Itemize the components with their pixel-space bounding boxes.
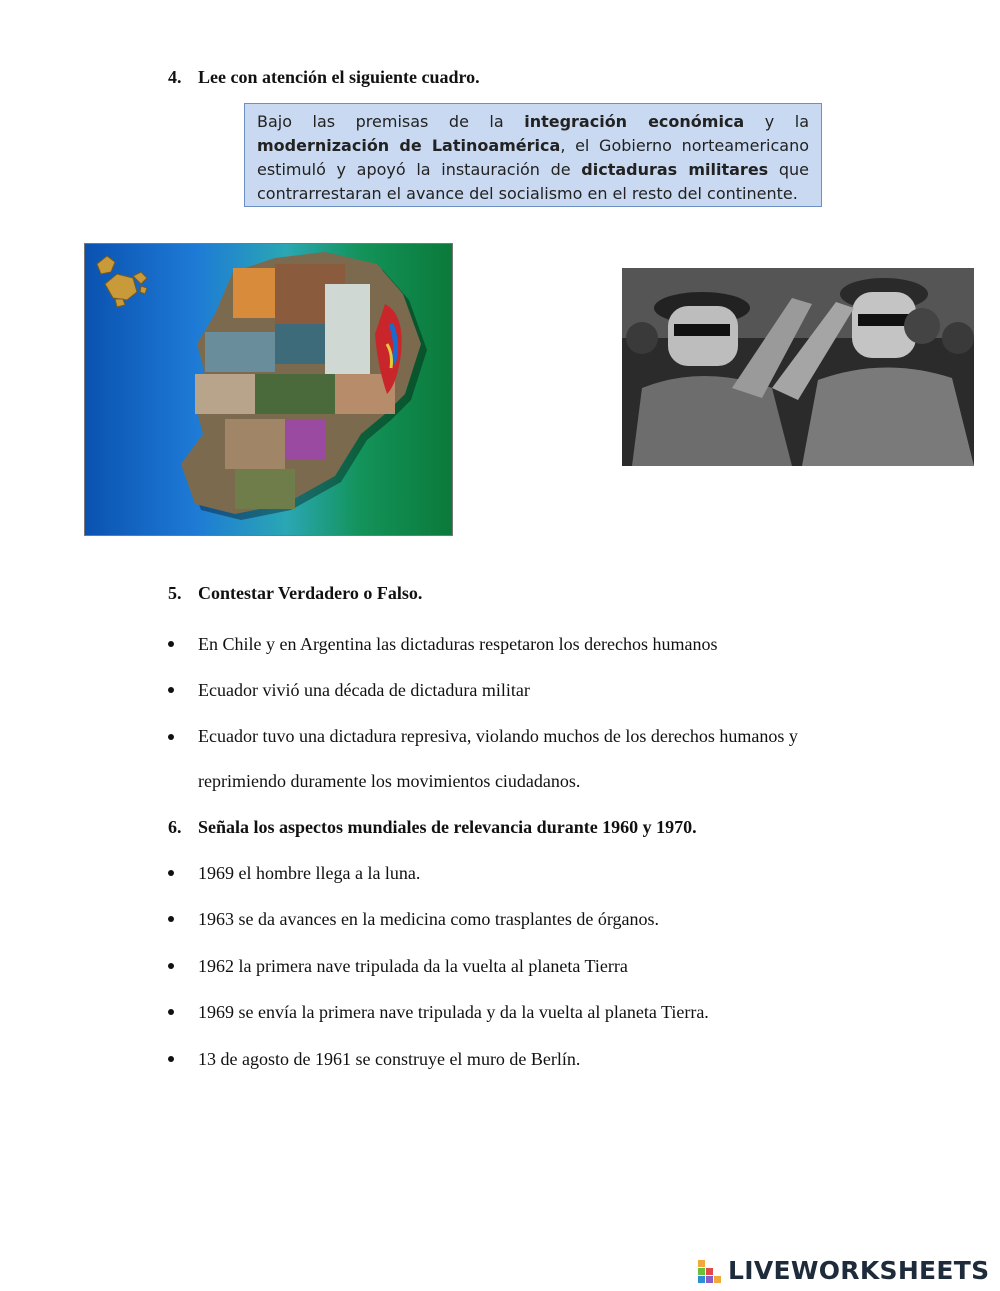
liveworksheets-brand-text: LIVEWORKSHEETS (728, 1256, 990, 1285)
list-item: Ecuador tuvo una dictadura represiva, violando muchos de los derechos humanos y reprimiendo duramente los movimientos ciudadanos. (168, 726, 868, 804)
liveworksheets-logo (698, 1256, 994, 1286)
list-item: 1963 se da avances en la medicina como trasplantes de órganos. (168, 908, 868, 930)
list-item: En Chile y en Argentina las dictaduras respetaron los derechos humanos (168, 633, 868, 655)
bullet-icon (168, 1009, 174, 1015)
highlight-integracion: integración económica (524, 112, 745, 131)
bullet-icon (168, 963, 174, 969)
bullet-icon (168, 916, 174, 922)
list-item: 1969 se envía la primera nave tripulada y da la vuelta al planeta Tierra. (168, 1001, 868, 1023)
section-title: Lee con atención el siguiente cuadro. (198, 67, 480, 87)
bullet-icon (168, 641, 174, 647)
bullet-icon (168, 687, 174, 693)
section-title: Contestar Verdadero o Falso. (198, 583, 423, 603)
list-item: 1969 el hombre llega a la luna. (168, 862, 868, 884)
ecuador-collage-map-image (84, 243, 453, 536)
highlight-dictaduras: dictaduras militares (581, 160, 769, 179)
section-number: 5. (168, 583, 182, 603)
section-title: Señala los aspectos mundiales de relevancia durante 1960 y 1970. (198, 817, 697, 837)
list-item: Ecuador vivió una década de dictadura militar (168, 679, 868, 701)
section-5-heading (168, 583, 422, 604)
bullet-icon (168, 1056, 174, 1062)
premise-text-box: Bajo las premisas de la integración económica y la modernización de Latinoamérica, el Gobierno norteamericano estimuló y apoyó la instauración de dictaduras militares que contrarrestaran el avance del socialismo en el resto del continente. (244, 103, 822, 207)
section-4-heading (168, 67, 480, 88)
highlight-modernizacion: modernización de Latinoamérica (257, 136, 561, 155)
liveworksheets-logo-icon (698, 1260, 724, 1284)
list-item: 1962 la primera nave tripulada da la vuelta al planeta Tierra (168, 955, 868, 977)
section-6-heading (168, 817, 697, 838)
military-officers-photo (622, 268, 974, 466)
bullet-icon (168, 734, 174, 740)
list-item: 13 de agosto de 1961 se construye el muro de Berlín. (168, 1048, 868, 1070)
section-number: 4. (168, 67, 182, 87)
bullet-icon (168, 870, 174, 876)
section-number: 6. (168, 817, 182, 837)
